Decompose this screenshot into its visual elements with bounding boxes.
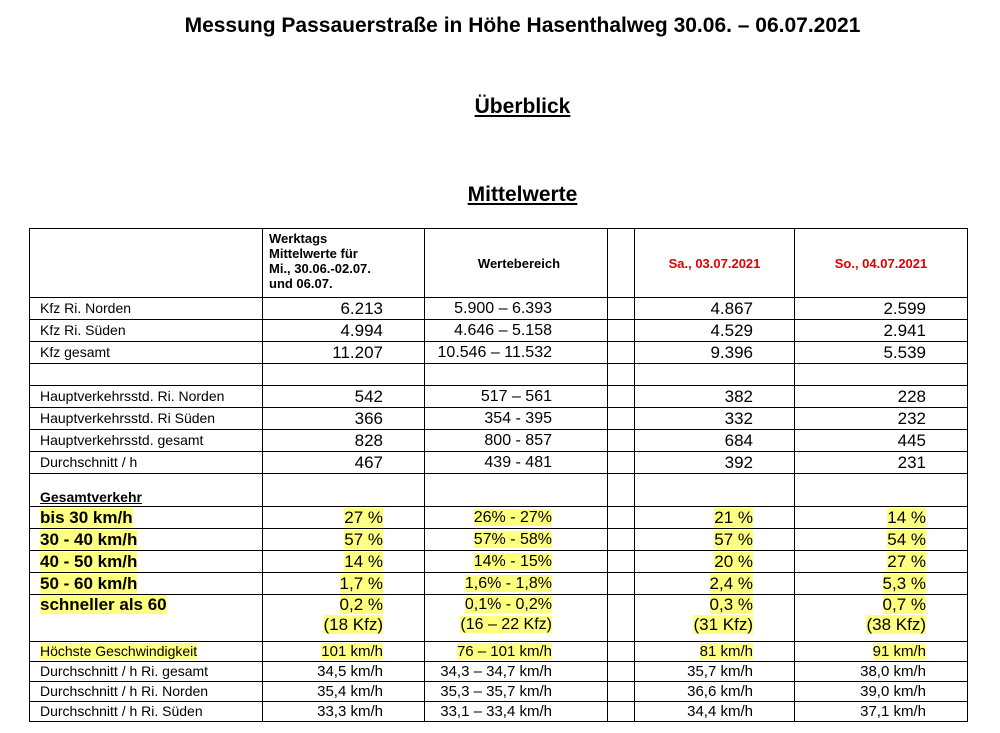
- blank-cell: [263, 364, 425, 386]
- value-range: 800 - 857: [425, 430, 608, 452]
- value-workdays: [263, 573, 425, 595]
- value-saturday: 35,7 km/h: [635, 662, 795, 682]
- row-label: [30, 529, 263, 551]
- value-workdays: [263, 642, 425, 662]
- row-label: Hauptverkehrsstd. gesamt: [30, 430, 263, 452]
- spacer-cell: [608, 320, 635, 342]
- blank-cell: [635, 364, 795, 386]
- row-label: Durchschnitt / h Ri. Süden: [30, 702, 263, 722]
- spacer-cell: [608, 298, 635, 320]
- value-sunday: [795, 551, 968, 573]
- row-label: Durchschnitt / h Ri. Norden: [30, 682, 263, 702]
- value-saturday-text: 81 km/h: [699, 643, 753, 660]
- value-range-text: 1,6% - 1,8%: [464, 575, 552, 592]
- value-workdays: [263, 507, 425, 529]
- value-sunday: 2.941: [795, 320, 968, 342]
- table-row: [30, 642, 968, 662]
- row-label: Hauptverkehrsstd. Ri. Norden: [30, 386, 263, 408]
- spacer-cell: [608, 662, 635, 682]
- row-label: [30, 551, 263, 573]
- spacer-cell: [608, 452, 635, 474]
- value-sunday: [795, 507, 968, 529]
- value-saturday: 392: [635, 452, 795, 474]
- value-sunday: 39,0 km/h: [795, 682, 968, 702]
- value-sunday: 38,0 km/h: [795, 662, 968, 682]
- value-saturday: 382: [635, 386, 795, 408]
- row-label: Durchschnitt / h Ri. gesamt: [30, 662, 263, 682]
- value-workdays: 828: [263, 430, 425, 452]
- header-saturday: Sa., 03.07.2021: [635, 229, 795, 298]
- row-label: Hauptverkehrsstd. Ri Süden: [30, 408, 263, 430]
- value-range: [425, 642, 608, 662]
- table-row: [30, 662, 968, 682]
- row-label-text: 40 - 50 km/h: [40, 552, 138, 571]
- gesamtverkehr-row: [30, 474, 968, 507]
- value-saturday-percent: 0,3 %: [709, 595, 753, 614]
- value-workdays-kfz: (18 Kfz): [323, 615, 383, 634]
- value-range: [425, 595, 608, 642]
- value-range: 35,3 – 35,7 km/h: [425, 682, 608, 702]
- table-row: [30, 386, 968, 408]
- row-label: Kfz gesamt: [30, 342, 263, 364]
- value-range: [425, 529, 608, 551]
- header-row: [30, 229, 968, 298]
- value-sunday-percent: 0,7 %: [882, 595, 926, 614]
- table-row: [30, 320, 968, 342]
- value-sunday: 37,1 km/h: [795, 702, 968, 722]
- value-sunday-kfz: (38 Kfz): [866, 615, 926, 634]
- value-sunday-text: 27 %: [887, 552, 926, 571]
- header-workdays-line: und 06.07.: [269, 276, 333, 291]
- header-workdays-line: Mi., 30.06.-02.07.: [269, 261, 371, 276]
- row-label-text: schneller als 60: [40, 595, 167, 614]
- value-workdays: 467: [263, 452, 425, 474]
- spacer-cell: [608, 682, 635, 702]
- value-workdays: 34,5 km/h: [263, 662, 425, 682]
- value-range: 5.900 – 6.393: [425, 298, 608, 320]
- value-range: 4.646 – 5.158: [425, 320, 608, 342]
- spacer-cell: [608, 595, 635, 642]
- measurement-table: [29, 228, 968, 722]
- table-row: [30, 551, 968, 573]
- spacer-cell: [608, 573, 635, 595]
- value-sunday: 445: [795, 430, 968, 452]
- table-row: [30, 573, 968, 595]
- table-row: [30, 452, 968, 474]
- value-workdays: 11.207: [263, 342, 425, 364]
- value-range: [425, 573, 608, 595]
- row-label: [30, 573, 263, 595]
- overview-heading: Überblick: [474, 95, 571, 118]
- gesamtverkehr-label: Gesamtverkehr: [30, 474, 263, 507]
- value-saturday: 684: [635, 430, 795, 452]
- value-saturday-text: 20 %: [714, 552, 753, 571]
- value-range-text: 76 – 101 km/h: [456, 643, 552, 660]
- table-row: [30, 298, 968, 320]
- spacer-cell: [608, 342, 635, 364]
- blank-cell: [795, 364, 968, 386]
- table-row: [30, 342, 968, 364]
- value-workdays-text: 27 %: [344, 508, 383, 527]
- table-row: [30, 682, 968, 702]
- value-range-percent: 0,1% - 0,2%: [464, 596, 552, 613]
- blank-cell: [635, 474, 795, 507]
- value-saturday-text: 2,4 %: [709, 574, 753, 593]
- value-saturday: 36,6 km/h: [635, 682, 795, 702]
- value-workdays: 542: [263, 386, 425, 408]
- row-label: [30, 642, 263, 662]
- value-saturday: 4.867: [635, 298, 795, 320]
- value-saturday: 332: [635, 408, 795, 430]
- value-sunday: 231: [795, 452, 968, 474]
- row-label: Kfz Ri. Norden: [30, 298, 263, 320]
- value-sunday: [795, 529, 968, 551]
- header-label-cell: [30, 229, 263, 298]
- value-range: 517 – 561: [425, 386, 608, 408]
- blank-cell: [30, 364, 263, 386]
- blank-cell: [425, 474, 608, 507]
- value-sunday-text: 54 %: [887, 530, 926, 549]
- page-title: Messung Passauerstraße in Höhe Hasenthalweg 30.06. – 06.07.2021: [184, 14, 861, 37]
- spacer-cell: [608, 642, 635, 662]
- blank-cell: [608, 474, 635, 507]
- value-range-text: 57% - 58%: [473, 531, 552, 548]
- header-sunday: So., 04.07.2021: [795, 229, 968, 298]
- value-workdays: 6.213: [263, 298, 425, 320]
- row-label-text: Höchste Geschwindigkeit: [40, 643, 198, 659]
- header-range: Wertebereich: [425, 229, 608, 298]
- spacer-cell: [608, 408, 635, 430]
- row-label-text: 50 - 60 km/h: [40, 574, 138, 593]
- spacer-cell: [608, 430, 635, 452]
- spacer-cell: [608, 386, 635, 408]
- value-sunday: [795, 595, 968, 642]
- row-label: Durchschnitt / h: [30, 452, 263, 474]
- table-row: [30, 702, 968, 722]
- blank-cell: [263, 474, 425, 507]
- value-workdays: 4.994: [263, 320, 425, 342]
- value-saturday: 9.396: [635, 342, 795, 364]
- value-range-kfz: (16 – 22 Kfz): [460, 616, 552, 633]
- blank-cell: [795, 474, 968, 507]
- value-sunday-text: 91 km/h: [872, 643, 926, 660]
- value-saturday-text: 57 %: [714, 530, 753, 549]
- spacer-cell: [608, 551, 635, 573]
- value-range-text: 26% - 27%: [473, 509, 552, 526]
- row-label: Kfz Ri. Süden: [30, 320, 263, 342]
- table-row: [30, 507, 968, 529]
- value-workdays: 366: [263, 408, 425, 430]
- table-row: [30, 430, 968, 452]
- value-saturday: [635, 573, 795, 595]
- value-workdays: 35,4 km/h: [263, 682, 425, 702]
- value-sunday-text: 5,3 %: [882, 574, 926, 593]
- value-saturday: [635, 551, 795, 573]
- value-workdays-text: 14 %: [344, 552, 383, 571]
- value-workdays: 33,3 km/h: [263, 702, 425, 722]
- value-range: 34,3 – 34,7 km/h: [425, 662, 608, 682]
- row-label: [30, 507, 263, 529]
- blank-row: [30, 364, 968, 386]
- value-sunday: 2.599: [795, 298, 968, 320]
- header-workdays-line: Werktags: [269, 231, 328, 246]
- value-sunday: [795, 642, 968, 662]
- blank-cell: [425, 364, 608, 386]
- value-workdays-text: 1,7 %: [339, 574, 383, 593]
- value-saturday: [635, 595, 795, 642]
- spacer-cell: [608, 507, 635, 529]
- value-range: [425, 507, 608, 529]
- spacer-cell: [608, 529, 635, 551]
- header-workdays: [263, 229, 425, 298]
- row-label-text: bis 30 km/h: [40, 508, 133, 527]
- value-workdays-percent: 0,2 %: [339, 595, 383, 614]
- value-range: 33,1 – 33,4 km/h: [425, 702, 608, 722]
- header-spacer: [608, 229, 635, 298]
- faster-row: [30, 595, 968, 642]
- value-range: 10.546 – 11.532: [425, 342, 608, 364]
- value-range: [425, 551, 608, 573]
- value-saturday: 34,4 km/h: [635, 702, 795, 722]
- value-workdays: [263, 595, 425, 642]
- value-saturday: 4.529: [635, 320, 795, 342]
- table-row: [30, 529, 968, 551]
- row-label: [30, 595, 263, 642]
- value-sunday: 228: [795, 386, 968, 408]
- value-sunday: [795, 573, 968, 595]
- row-label-text: 30 - 40 km/h: [40, 530, 138, 549]
- table-row: [30, 408, 968, 430]
- value-range: 439 - 481: [425, 452, 608, 474]
- value-workdays: [263, 529, 425, 551]
- value-workdays-text: 101 km/h: [321, 643, 383, 660]
- blank-cell: [608, 364, 635, 386]
- value-sunday: 5.539: [795, 342, 968, 364]
- spacer-cell: [608, 702, 635, 722]
- value-workdays: [263, 551, 425, 573]
- value-saturday-text: 21 %: [714, 508, 753, 527]
- value-workdays-text: 57 %: [344, 530, 383, 549]
- value-range-text: 14% - 15%: [473, 553, 552, 570]
- value-saturday: [635, 507, 795, 529]
- value-saturday: [635, 642, 795, 662]
- value-saturday-kfz: (31 Kfz): [693, 615, 753, 634]
- header-workdays-line: Mittelwerte für: [269, 246, 358, 261]
- value-range: 354 - 395: [425, 408, 608, 430]
- value-sunday-text: 14 %: [887, 508, 926, 527]
- value-sunday: 232: [795, 408, 968, 430]
- value-saturday: [635, 529, 795, 551]
- table-heading: Mittelwerte: [467, 183, 578, 206]
